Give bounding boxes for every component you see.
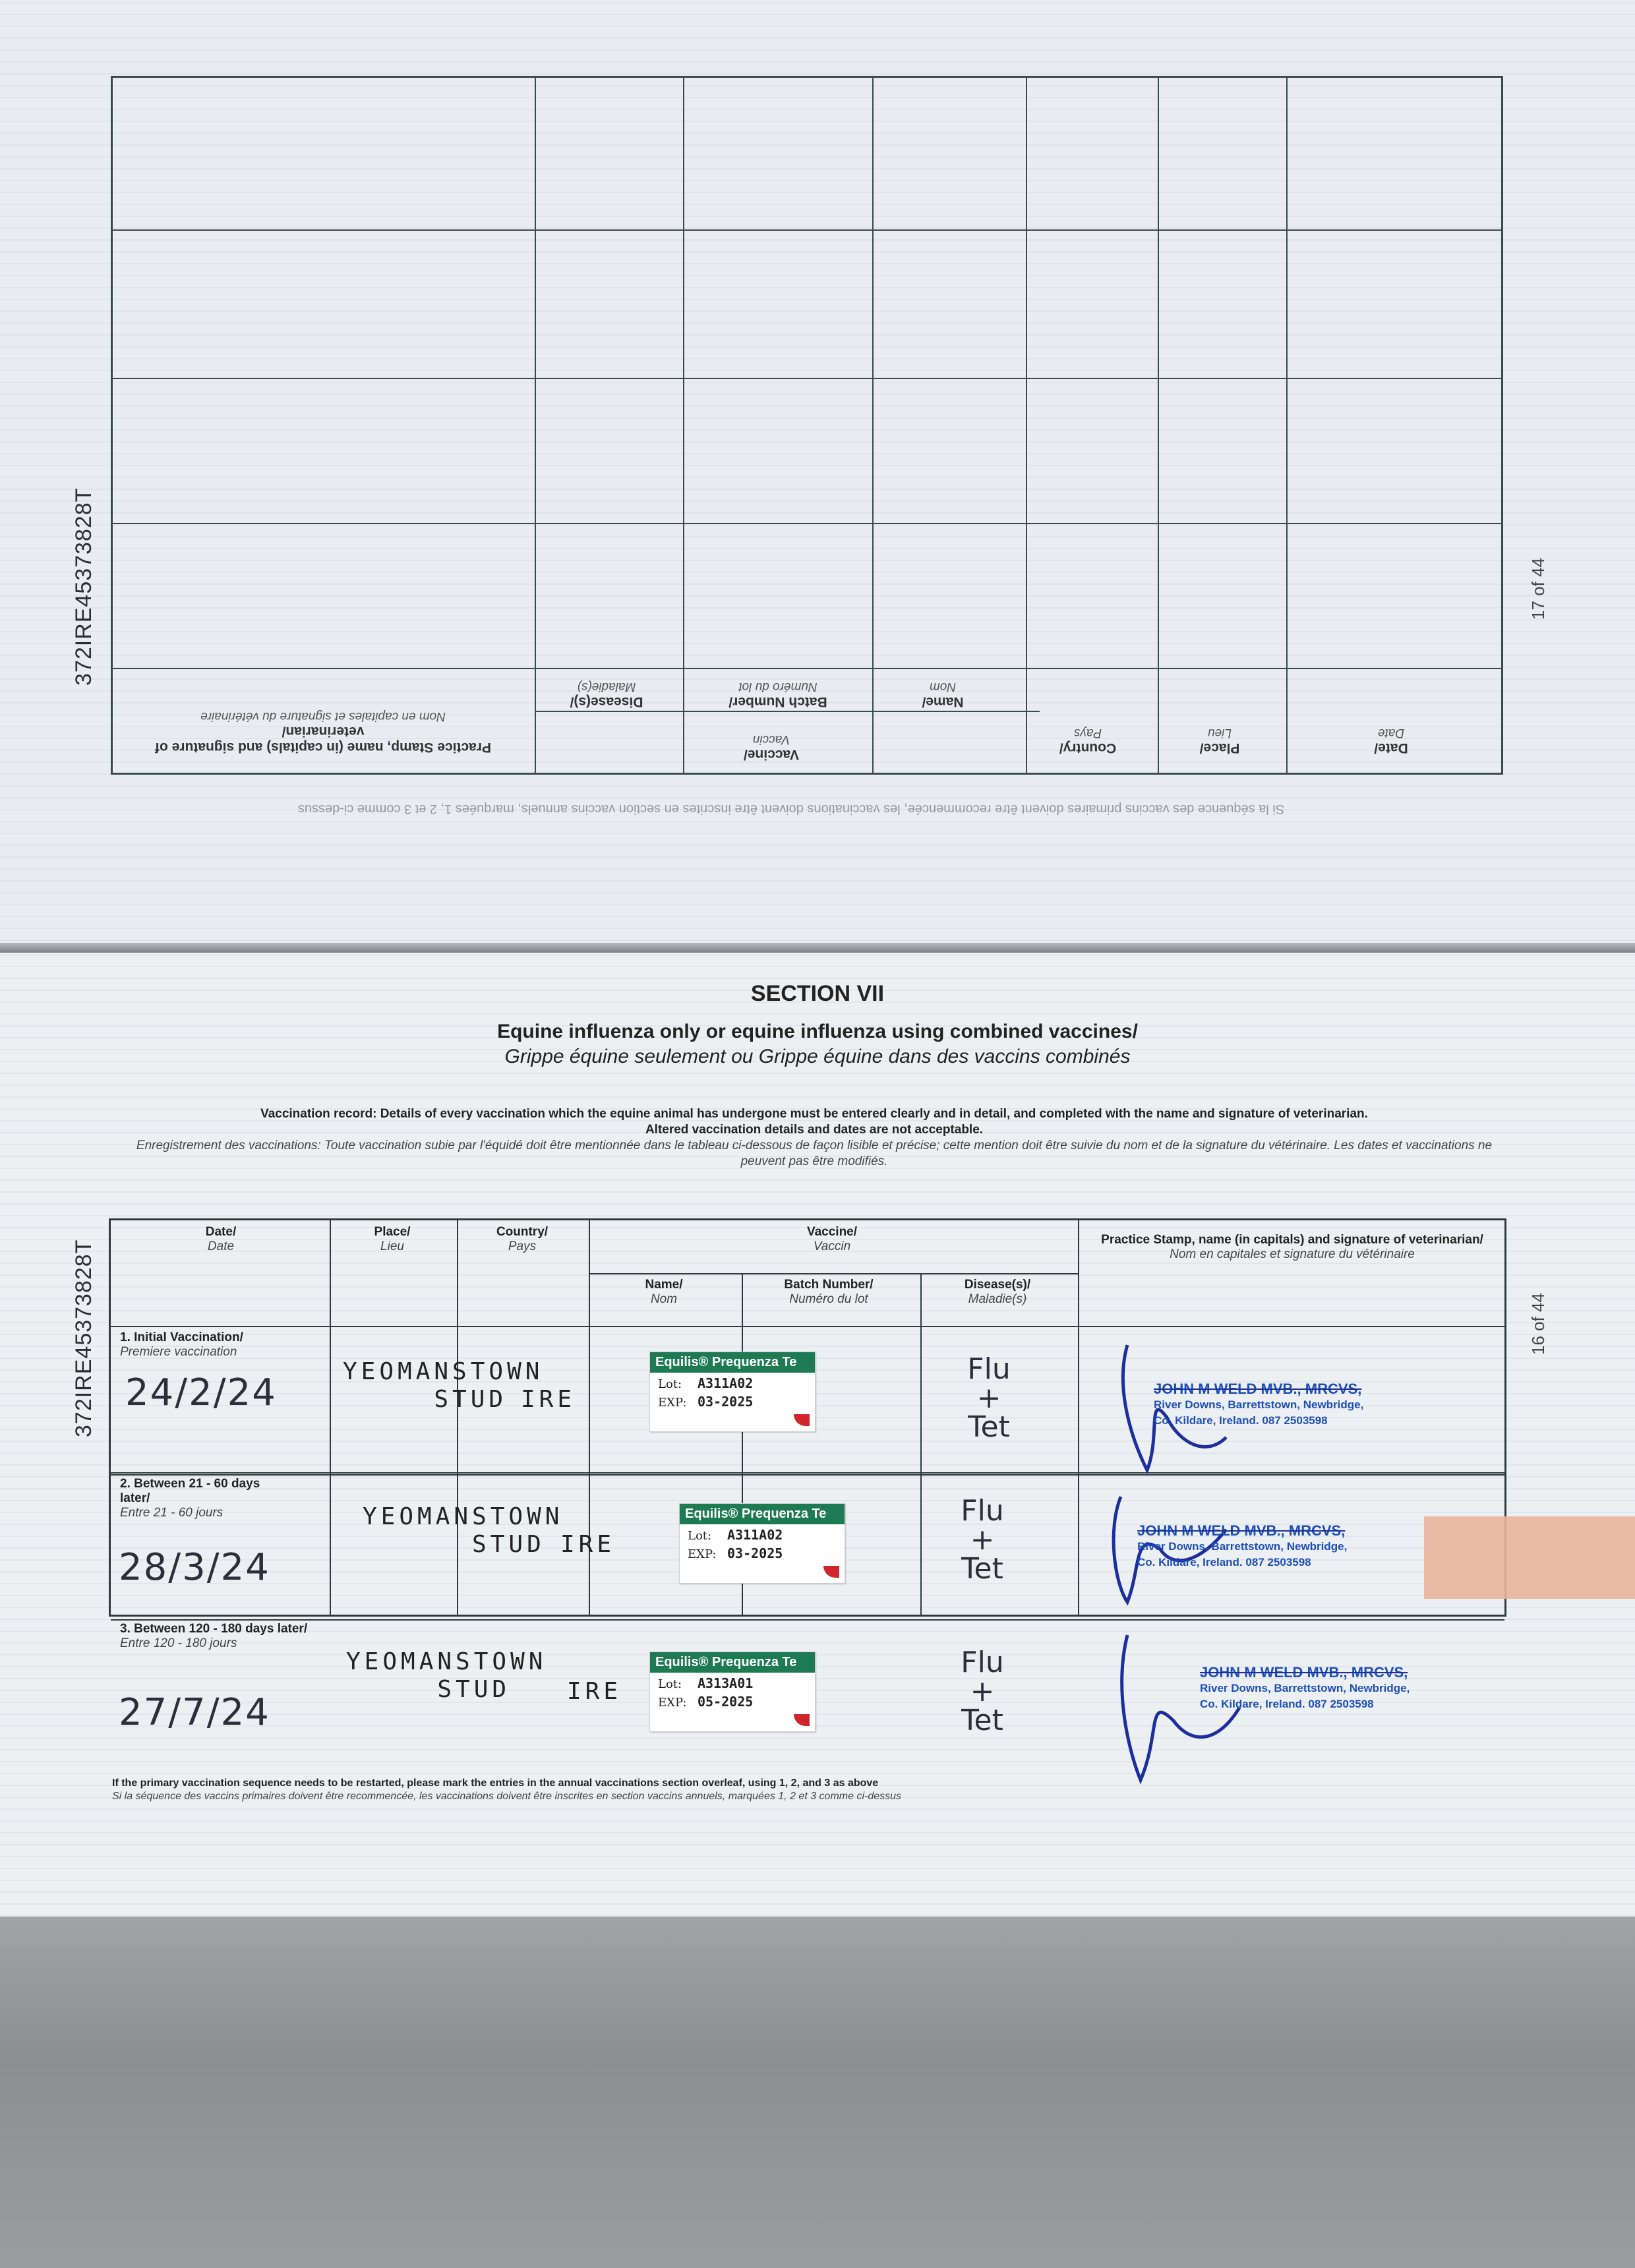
row-2-vet-stamp	[1137, 1523, 1347, 1570]
row-3-exp: 05-2025	[698, 1694, 754, 1710]
row-2-label: 2. Between 21 - 60 days later/ Entre 21 - 60 jours	[120, 1477, 260, 1520]
top-header-place: Place/ Lieu	[1199, 726, 1240, 756]
top-header-date: Date/ Date	[1374, 726, 1408, 756]
top-header-disease: Disease(s)/ Maladie(s)	[570, 680, 643, 709]
adhesive-tape	[1424, 1516, 1635, 1599]
row-1-place: YEOMANSTOWN STUD	[343, 1358, 544, 1413]
row-2-exp: 03-2025	[727, 1545, 783, 1561]
bottom-side-id: 372IRE45373828T	[71, 1239, 96, 1437]
header-date: Date/ Date	[205, 1225, 237, 1253]
row-2-vaccine-brand: Equilis® Prequenza Te	[680, 1504, 845, 1524]
row-1-vet-address-2: Co. Kildare, Ireland. 087 2503598	[1154, 1414, 1328, 1427]
section-subtitle	[0, 1021, 1635, 1068]
row-3-disease: Flu + Tet	[961, 1646, 1004, 1737]
top-header-batch: Batch Number/ Numéro du lot	[728, 680, 827, 709]
row-2-disease: Flu + Tet	[961, 1494, 1004, 1586]
top-header-country: Country/ Pays	[1059, 726, 1117, 756]
record-note-en-2: Altered vaccination details and dates are not acceptable.	[645, 1123, 984, 1137]
empty-annual-vaccination-grid	[111, 76, 1503, 775]
row-3-date: 27/7/24	[119, 1691, 270, 1734]
top-header-vaccine: Vaccine/ Vaccin	[743, 732, 800, 762]
row-2-place: YEOMANSTOWN STUD	[363, 1503, 564, 1558]
footnote	[112, 1777, 901, 1803]
header-place: Place/ Lieu	[374, 1225, 411, 1253]
row-2-country: IRE	[560, 1531, 616, 1558]
row-3-vet-address-2: Co. Kildare, Ireland. 087 2503598	[1200, 1698, 1374, 1710]
record-note-fr: Enregistrement des vaccinations: Toute vaccination subie par l'équidé doit être mentionnée dans le tableau ci-dessous de façon lisible et précise; cette mention doit être suivie du nom et de la signature du vétérinaire. Les dates et vaccinations ne peuvent pas être modifiés.	[136, 1139, 1493, 1168]
header-practice-stamp: Practice Stamp, name (in capitals) and signature of veterinarian/ Nom en capitales et signature du vétérinaire	[1101, 1233, 1483, 1261]
footnote-fr: Si la séquence des vaccins primaires doivent être recommencée, les vaccinations doivent être inscrites en section vaccins annuels, marquées 1, 2 et 3 comme ci-dessus	[112, 1791, 902, 1802]
row-3-vet-name: JOHN M WELD MVB., MRCVS,	[1200, 1664, 1408, 1681]
header-disease: Disease(s)/ Maladie(s)	[964, 1278, 1031, 1306]
row-1-vet-name: JOHN M WELD MVB., MRCVS,	[1154, 1381, 1362, 1397]
row-1-country: IRE	[521, 1386, 576, 1413]
row-1-vet-address-1: River Downs, Barrettstown, Newbridge,	[1154, 1398, 1364, 1411]
top-bleed-through-text: Si la séquence des vaccins primaires doivent être recommencée, les vaccinations doivent être inscrites en section vaccins annuels, marquées 1, 2 et 3 comme ci-dessus	[297, 802, 1285, 816]
row-2-date: 28/3/24	[119, 1546, 270, 1589]
top-header-stamp: Practice Stamp, name (in capitals) and signature of veterinarian/ Nom en capitales et signature du vétérinaire	[155, 709, 491, 755]
row-3-label: 3. Between 120 - 180 days later/ Entre 120 - 180 jours	[120, 1622, 308, 1650]
top-header-name: Name/ Nom	[922, 680, 964, 709]
row-3-vaccine-brand: Equilis® Prequenza Te	[650, 1652, 815, 1673]
row-3-vet-stamp	[1200, 1665, 1410, 1712]
vaccination-record-note	[119, 1106, 1510, 1170]
row-1-label: 1. Initial Vaccination/ Premiere vaccination	[120, 1330, 243, 1359]
bottom-page-number: 16 of 44	[1528, 1293, 1548, 1355]
row-3-vet-address-1: River Downs, Barrettstown, Newbridge,	[1200, 1682, 1410, 1694]
header-name: Name/ Nom	[645, 1278, 683, 1306]
top-side-id: 372IRE45373828T	[71, 487, 96, 686]
row-3-vaccine-label: Equilis® Prequenza Te Lot: A313A01 EXP: 05-2025	[649, 1652, 816, 1732]
row-2-vet-address-1: River Downs, Barrettstown, Newbridge,	[1137, 1540, 1348, 1553]
row-1-vet-stamp	[1154, 1381, 1363, 1429]
subtitle-fr: Grippe équine seulement ou Grippe équine dans des vaccins combinés	[504, 1046, 1131, 1067]
row-3-country: IRE	[567, 1678, 622, 1705]
row-3-lot: A313A01	[698, 1675, 754, 1691]
section-title: SECTION VII	[750, 981, 885, 1006]
top-page-number: 17 of 44	[1528, 558, 1548, 620]
row-2-vaccine-label: Equilis® Prequenza Te Lot: A311A02 EXP: 03-2025	[679, 1503, 845, 1584]
row-2-lot: A311A02	[727, 1527, 783, 1543]
header-batch: Batch Number/ Numéro du lot	[784, 1278, 874, 1306]
row-2-vet-address-2: Co. Kildare, Ireland. 087 2503598	[1137, 1556, 1311, 1568]
row-1-disease: Flu + Tet	[967, 1352, 1011, 1444]
row-2-vet-name: JOHN M WELD MVB., MRCVS,	[1137, 1522, 1346, 1539]
scanner-background	[0, 1917, 1635, 2268]
header-vaccine: Vaccine/ Vaccin	[806, 1225, 858, 1253]
row-1-lot: A311A02	[698, 1375, 754, 1391]
top-page	[0, 0, 1635, 953]
subtitle-en: Equine influenza only or equine influenza using combined vaccines/	[497, 1021, 1138, 1042]
footnote-en: If the primary vaccination sequence needs to be restarted, please mark the entries in the annual vaccinations section overleaf, using 1, 2, and 3 as above	[112, 1777, 879, 1789]
row-1-date: 24/2/24	[125, 1371, 277, 1414]
row-3-place: YEOMANSTOWN STUD	[346, 1648, 547, 1703]
row-1-vaccine-label: Equilis® Prequenza Te Lot: A311A02 EXP: 03-2025	[649, 1352, 816, 1432]
row-1-exp: 03-2025	[698, 1394, 754, 1410]
record-note-en: Vaccination record: Details of every vaccination which the equine animal has undergone must be entered clearly and in detail, and completed with the name and signature of veterinarian.	[260, 1107, 1368, 1121]
row-1-vaccine-brand: Equilis® Prequenza Te	[650, 1352, 815, 1373]
header-country: Country/ Pays	[496, 1225, 549, 1253]
